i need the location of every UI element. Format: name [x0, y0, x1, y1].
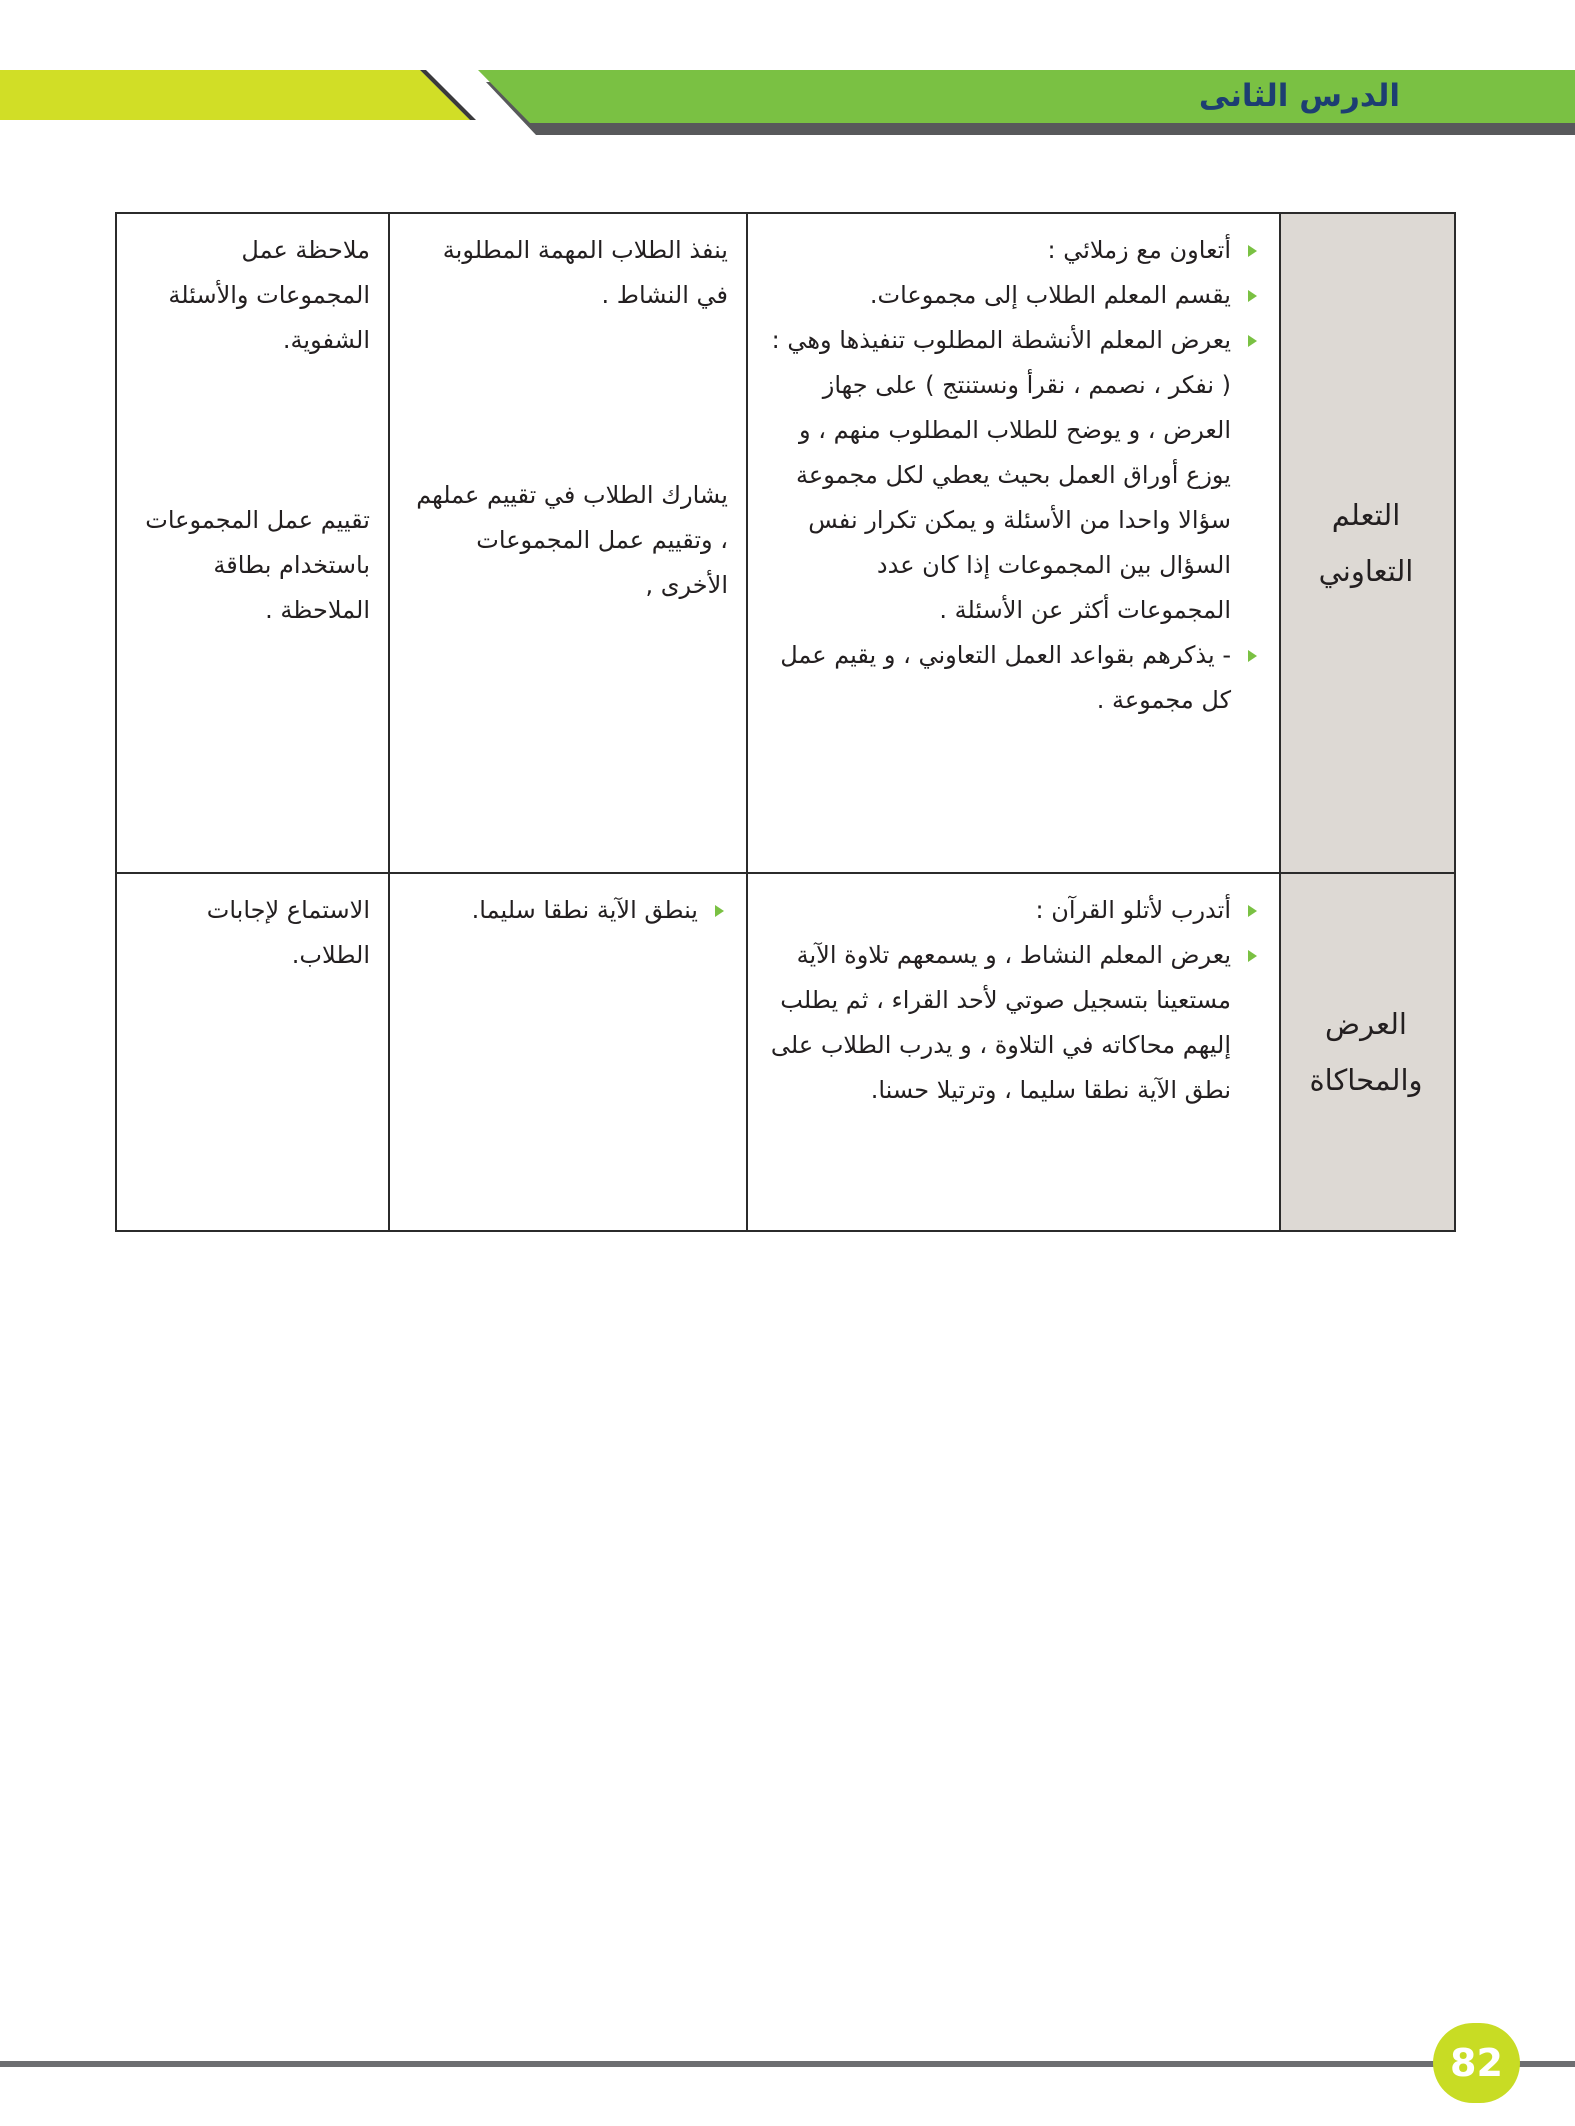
lime-header-strip	[0, 70, 470, 120]
stage-cell	[1280, 213, 1455, 873]
list-item: أتعاون مع زملائي :	[766, 228, 1261, 273]
bullet-arrow-icon	[1248, 950, 1257, 962]
assessment-cell	[116, 873, 389, 1231]
student-activity-text: ينفذ الطلاب المهمة المطلوبة في النشاط .	[442, 236, 728, 309]
list-item: ينطق الآية نطقا سليما.	[408, 888, 728, 933]
student-activity-text: يشارك الطلاب في تقييم عملهم ، وتقييم عمل المجموعات الأخرى ,	[416, 481, 728, 599]
green-header-strip	[478, 70, 1575, 123]
bullet-arrow-icon	[1248, 905, 1257, 917]
table-row	[116, 213, 1455, 873]
student-activities-cell	[389, 873, 747, 1231]
assessment-cell	[116, 213, 389, 873]
bullet-arrow-icon	[715, 905, 724, 917]
assessment-text: الاستماع لإجابات الطلاب.	[206, 896, 370, 969]
stage-title-line: التعاوني	[1318, 554, 1414, 588]
lesson-procedure-table	[115, 212, 1456, 1232]
stage-title-line: العرض	[1325, 1007, 1407, 1041]
list-item: يعرض المعلم الأنشطة المطلوب تنفيذها وهي : ( نفكر ، نصمم ، نقرأ ونستنتج ) على جهاز العرض ، و يوضح للطلاب المطلوب منهم ، و يوزع أوراق العمل بحيث يعطي لكل مجموعة سؤالا واحدا من الأسئلة و يمكن تكرار نفس السؤال بين المجموعات إذا كان عدد المجموعات أكثر عن الأسئلة .	[766, 318, 1261, 633]
footer-rule	[0, 2061, 1575, 2067]
stage-title-line: التعلم	[1331, 498, 1401, 532]
assessment-text: ملاحظة عمل المجموعات والأسئلة الشفوية.	[168, 236, 370, 354]
page-header	[0, 0, 1575, 140]
student-activities-cell	[389, 213, 747, 873]
teacher-activities-cell	[747, 873, 1280, 1231]
teacher-activities-cell	[747, 213, 1280, 873]
bullet-arrow-icon	[1248, 245, 1257, 257]
list-item: يقسم المعلم الطلاب إلى مجموعات.	[766, 273, 1261, 318]
page-number-badge: 82	[1433, 2023, 1520, 2103]
lesson-title: الدرس الثانى	[1198, 78, 1400, 114]
assessment-text: تقييم عمل المجموعات باستخدام بطاقة الملاحظة .	[145, 506, 370, 624]
list-item: - يذكرهم بقواعد العمل التعاوني ، و يقيم عمل كل مجموعة .	[766, 633, 1261, 723]
stage-cell	[1280, 873, 1455, 1231]
header-band-graphic	[0, 0, 1575, 140]
bullet-arrow-icon	[1248, 290, 1257, 302]
bullet-arrow-icon	[1248, 650, 1257, 662]
list-item: يعرض المعلم النشاط ، و يسمعهم تلاوة الآية مستعينا بتسجيل صوتي لأحد القراء ، ثم يطلب إليهم محاكاته في التلاوة ، و يدرب الطلاب على نطق الآية نطقا سليما ، وترتيلا حسنا.	[766, 933, 1261, 1113]
stage-title-line: والمحاكاة	[1309, 1063, 1423, 1097]
bullet-arrow-icon	[1248, 335, 1257, 347]
table-row	[116, 873, 1455, 1231]
list-item: أتدرب لأتلو القرآن :	[766, 888, 1261, 933]
